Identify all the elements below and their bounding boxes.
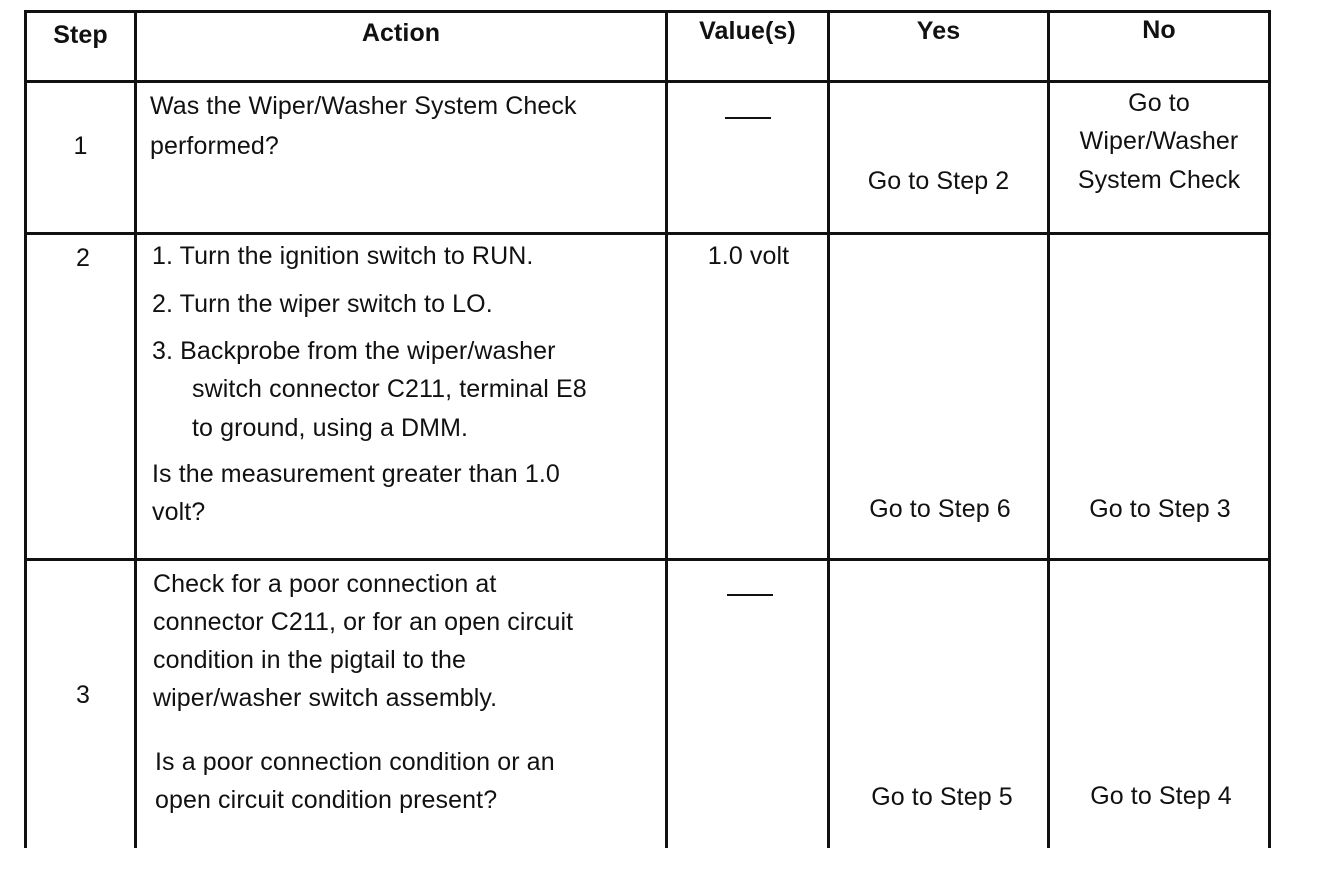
- header-values: Value(s): [699, 17, 796, 45]
- row-3-action-line-5: Is a poor connection condition or an: [155, 748, 555, 776]
- row-3-action-line-2: connector C211, or for an open circuit: [153, 608, 574, 636]
- row-1-step: 1: [73, 132, 88, 160]
- col-divider-step-action: [134, 10, 137, 848]
- col-divider-action-value: [665, 10, 668, 848]
- header-yes: Yes: [916, 17, 961, 45]
- header-step: Step: [53, 21, 108, 49]
- row-3-action-line-6: open circuit condition present?: [155, 786, 498, 814]
- header-divider: [24, 80, 1271, 83]
- row-3-yes: Go to Step 5: [871, 783, 1013, 811]
- row-3-action-line-1: Check for a poor connection at: [153, 570, 497, 598]
- row-3-action-line-3: condition in the pigtail to the: [153, 646, 467, 674]
- row-1-no-line-3: System Check: [1077, 166, 1241, 194]
- row-1-action-line-2: performed?: [150, 132, 279, 160]
- row-1-value-dash: [725, 117, 771, 119]
- col-divider-value-yes: [827, 10, 830, 848]
- row-1-no-line-1: Go to: [1128, 89, 1190, 117]
- row-2-step: 2: [75, 244, 90, 272]
- row-3-value-dash: [727, 594, 773, 596]
- row-1-divider: [24, 232, 1271, 235]
- row-3-no: Go to Step 4: [1090, 782, 1232, 810]
- row-1-yes: Go to Step 2: [867, 167, 1010, 195]
- row-2-action-line-3: 3. Backprobe from the wiper/washer: [152, 337, 556, 365]
- row-3-step: 3: [75, 681, 90, 709]
- row-2-divider: [24, 558, 1271, 561]
- row-2-action-line-7: volt?: [152, 498, 206, 526]
- header-action: Action: [361, 19, 441, 47]
- row-2-action-line-5: to ground, using a DMM.: [192, 414, 469, 442]
- row-2-action-line-4: switch connector C211, terminal E8: [192, 375, 587, 403]
- row-2-action-line-6: Is the measurement greater than 1.0: [152, 460, 560, 488]
- table-border-right: [1268, 10, 1271, 848]
- row-2-action-line-1: 1. Turn the ignition switch to RUN.: [152, 242, 534, 270]
- row-1-action-line-1: Was the Wiper/Washer System Check: [150, 92, 577, 120]
- row-1-no-line-2: Wiper/Washer: [1079, 127, 1239, 155]
- row-2-yes: Go to Step 6: [869, 495, 1011, 523]
- row-2-no: Go to Step 3: [1089, 495, 1231, 523]
- header-no: No: [1142, 16, 1176, 44]
- row-3-action-line-4: wiper/washer switch assembly.: [153, 684, 498, 712]
- row-2-value: 1.0 volt: [707, 242, 790, 270]
- row-2-action-line-2: 2. Turn the wiper switch to LO.: [152, 290, 493, 318]
